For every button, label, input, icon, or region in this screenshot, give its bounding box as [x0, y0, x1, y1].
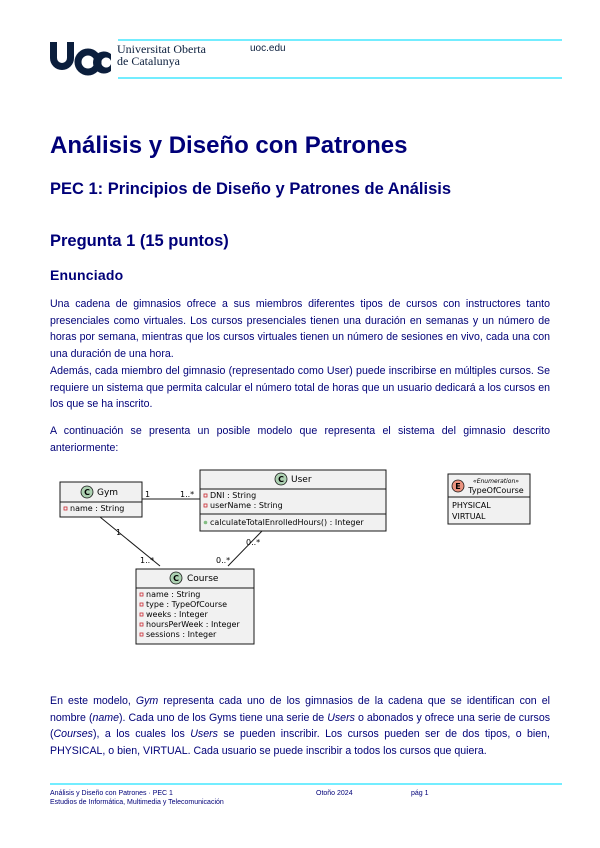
question-title: Pregunta 1 (15 puntos)	[50, 232, 229, 250]
term-users: Users	[190, 728, 218, 740]
enum-value-virtual: VIRTUAL	[452, 512, 486, 521]
gym-attr: name : String	[70, 504, 125, 513]
assoc-user-course	[228, 531, 262, 566]
term-name: name	[92, 711, 119, 724]
uml-enum-typeofcourse	[448, 474, 530, 524]
university-name-line1: Universitat Oberta	[117, 42, 206, 56]
footer-rule	[50, 783, 562, 785]
course-attr-weeks: weeks : Integer	[146, 610, 208, 619]
footer-studies: Estudios de Informática, Multimedia y Telecomunicación	[50, 799, 224, 806]
uml-class-course	[136, 569, 254, 644]
course-class-name: Course	[187, 574, 219, 584]
class-icon-letter: C	[84, 488, 90, 497]
text-run: o abonados y ofrece una serie de cursos (	[50, 711, 551, 740]
uml-class-gym	[60, 482, 142, 517]
uml-class-diagram	[50, 464, 550, 654]
user-attr-dni: DNI : String	[210, 491, 257, 500]
enum-value-physical: PHYSICAL	[452, 501, 491, 510]
page-subtitle: PEC 1: Principios de Diseño y Patrones de Análisis	[50, 180, 452, 198]
text-run: representa cada uno de los gimnasios de la cadena que se identifican con el nombre (	[50, 695, 550, 724]
uoc-logo-icon	[48, 40, 112, 78]
term-users: Users	[327, 711, 355, 724]
class-icon-letter: C	[278, 475, 284, 484]
uml-class-user	[200, 470, 386, 531]
enum-name: TypeOfCourse	[468, 486, 524, 495]
class-icon-letter: C	[173, 574, 179, 583]
paragraph-intro: Una cadena de gimnasios ofrece a sus miembros diferentes tipos de cursos con instructores tanto presenciales como virtuales. Los cursos presenciales tienen una duración en semanas y un número de horas por semana, mientras que los cursos virtuales tienen un número de sesiones en vivo, cada una con una duración de una hora.	[50, 298, 550, 360]
enum-stereotype: «Enumeration»	[473, 478, 519, 485]
term-gym: Gym	[135, 695, 159, 707]
enum-icon-letter: E	[455, 482, 461, 491]
section-heading: Enunciado	[50, 267, 124, 283]
user-attr-username: userName : String	[210, 501, 283, 510]
course-attr-type: type : TypeOfCourse	[146, 600, 228, 609]
university-name-line2: de Catalunya	[117, 54, 180, 68]
header-rule-bottom	[118, 77, 562, 79]
term-courses: Courses	[53, 728, 93, 740]
course-attr-name: name : String	[146, 590, 201, 599]
footer-course: Análisis y Diseño con Patrones · PEC 1	[50, 790, 173, 797]
course-attr-hoursperweek: hoursPerWeek : Integer	[146, 620, 240, 629]
header-url-link[interactable]: uoc.edu	[250, 43, 286, 54]
user-class-name: User	[291, 475, 312, 485]
text-run: En este modelo,	[50, 695, 136, 707]
header-rule-top	[118, 39, 562, 41]
text-run: se pueden inscribir. Los cursos pueden ser de dos tipos, o bien, PHYSICAL, o bien, VIRTUAL. Cada usuario se puede inscribir a todos los cursos que quiera.	[50, 728, 551, 757]
university-name	[117, 43, 206, 67]
gym-class-name: Gym	[97, 488, 119, 498]
paragraph-model-intro: A continuación se presenta un posible modelo que representa el sistema del gimnasio descrito anteriormente:	[50, 425, 550, 454]
footer-date: Otoño 2024	[316, 790, 353, 797]
mult-gym-course-top: 1	[116, 528, 122, 537]
course-attr-sessions: sessions : Integer	[146, 630, 217, 639]
user-op-calc: calculateTotalEnrolledHours() : Integer	[210, 518, 364, 527]
text-run: ), a los cuales los	[92, 728, 191, 740]
paragraph-members: Además, cada miembro del gimnasio (representado como User) puede inscribirse en múltiples cursos. Se requiere un sistema que permita calcular el número total de horas que un usuario dedicará a los cursos en los que se ha inscrito.	[50, 365, 550, 410]
mult-gym-user-right: 1..*	[180, 490, 195, 499]
footer-page: pág 1	[411, 790, 429, 797]
mult-user-course-top: 0..*	[246, 538, 261, 547]
text-run: ). Cada uno de los Gyms tiene una serie de	[119, 711, 328, 724]
mult-gym-course-bottom: 1..*	[140, 556, 155, 565]
mult-gym-user-left: 1	[145, 490, 151, 499]
paragraph-model-description	[50, 693, 550, 759]
mult-user-course-bottom: 0..*	[216, 556, 231, 565]
page-title: Análisis y Diseño con Patrones	[50, 132, 408, 159]
